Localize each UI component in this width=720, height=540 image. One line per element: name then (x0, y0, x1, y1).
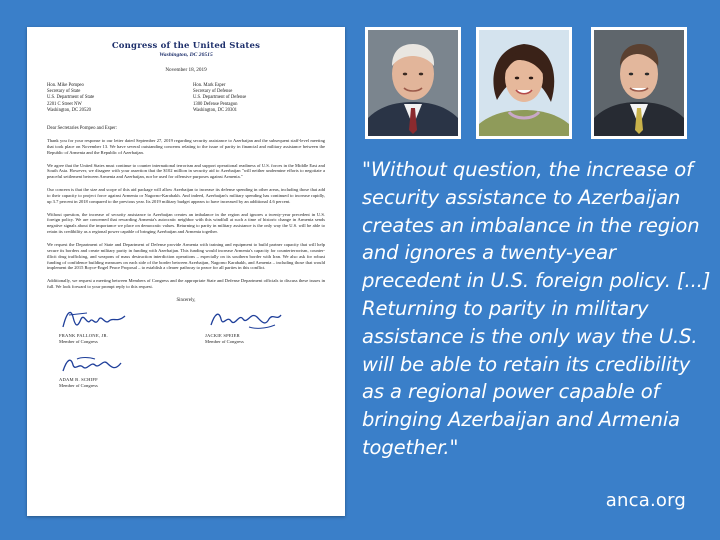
signature-schiff-icon (59, 353, 129, 377)
recipient-line: Washington, DC 20301 (193, 107, 238, 113)
recipient-state (47, 83, 175, 114)
recipient-line: Hon. Mark Esper (193, 83, 226, 88)
portrait-photo (591, 27, 687, 139)
closing: Sincerely, (176, 297, 196, 303)
recipient-line: Secretary of Defense (193, 89, 233, 95)
signatory-speier (205, 307, 285, 345)
portrait-man-icon (368, 30, 458, 136)
recipient-line: Washington, DC 20520 (47, 107, 92, 113)
signatory-name: FRANK PALLONE, JR. (59, 332, 109, 338)
signatory-title: Member of Congress (59, 338, 98, 344)
signature-pallone-icon (59, 307, 129, 333)
recipient-line: U.S. Department of State (47, 95, 95, 101)
portrait-photo (476, 27, 572, 139)
signatory-name: ADAM B. SCHIFF (59, 376, 98, 382)
salutation: Dear Secretaries Pompeo and Esper: (47, 126, 118, 132)
recipient-line: 1300 Defense Pentagon (193, 101, 238, 107)
letter-date: November 18, 2019 (165, 67, 207, 73)
recipient-line: Hon. Mike Pompeo (47, 83, 84, 88)
letter-paragraph: We agree that the United States must continue to counter international terrorism and support operational readiness of U.S. forces in the Middle East and South Asia. However, we disagree with your assertion that the $102 million in security aid to Azerbaijan "will neither undermine efforts to negotiate a peaceful settlement between Armenia and Azerbaijan, nor be used for offensive purposes against Armenia." (47, 162, 325, 180)
portrait-man-icon (594, 30, 684, 136)
letter-paragraph: Our concern is that the size and scope of this aid package will allow Azerbaijan to increase its defense spending in other areas, including those that add to their capacity to project force against Armenia or Nagorno-Karabakh. And indeed, Azerbaijan's military spending has continued to increase rapidly, up 3.7 percent in 2018 compared to the previous year. Its 2019 military budget appears to have increased by an additional 4.6 percent. (47, 187, 325, 204)
letter-paragraph: Thank you for your response to our letter dated September 27, 2019 regarding security assistance to Azerbaijan and the subsequent staff-level meeting that took place on November 13. We have several outstanding concerns relating to the issue of parity in financial and military assistance between the Republic of Armenia and the Republic of Azerbaijan. (47, 138, 325, 155)
signature-speier-icon (205, 307, 285, 333)
signature-block (47, 307, 325, 397)
recipient-line: U.S. Department of Defense (193, 95, 247, 101)
recipient-defense (193, 83, 311, 114)
pull-quote: "Without question, the increase of security assistance to Azerbaijan creates an imbalance in the region and ignores a twenty-year precedent in U.S. foreign policy. [...] Returning to parity in military assistance is the only way the U.S. will be able to retain its credibility as a regional power capable of bringing Azerbaijan and Armenia together." (362, 158, 711, 459)
site-url: anca.org (605, 490, 686, 511)
congressional-letter (27, 27, 345, 516)
letter-paragraph: Additionally, we request a meeting between Members of Congress and the appropriate State and Defense Department officials to discuss these issues in full. We look forward to your prompt reply to this request. (47, 278, 325, 290)
letterhead-title: Congress of the United States (111, 41, 261, 51)
recipient-line: 2201 C Street NW (47, 101, 82, 107)
recipients (47, 83, 325, 114)
recipient-line: Secretary of State (47, 89, 81, 95)
portrait-woman-icon (479, 30, 569, 136)
letterhead-location: Washington, DC 20515 (159, 52, 213, 58)
letter-paragraph: We request the Department of State and Department of Defense provide Armenia with training and equipment to build partner capacity that will help secure its borders and create military parity in funding with Azerbaijan. This funding would increase Armenia's capacity for counterterrorism, counter-illicit drug trafficking, and weapons of mass destruction interdiction operations – especially on its southern border with Iran. We also ask for robust funding of confidence building measures on each side of the border between Azerbaijan, Nagorno Karabakh, and Armenia – including those that would implement the 2015 Royce-Engel Peace Proposal – to establish a clearer pathway to peace for all parties in this conflict. (47, 241, 325, 271)
signatory-name: JACKIE SPEIER (205, 332, 240, 338)
signatory-pallone (59, 307, 129, 345)
portrait-photo (365, 27, 461, 139)
letter-paragraph: Without question, the increase of security assistance to Azerbaijan creates an imbalance in the region and ignores a twenty-year precedent in U.S. foreign policy. We are concerned that rewarding Armenia's autocratic neighbor with this windfall at such a time of historic change in Armenia sends negative signals about the importance we place on democratic values. Returning to parity in military assistance is the only way the U.S. will be able to retain its credibility as a regional power capable of bringing Azerbaijan and Armenia together. (47, 211, 325, 235)
signatory-schiff (59, 353, 129, 389)
signatory-title: Member of Congress (205, 338, 244, 344)
signatory-title: Member of Congress (59, 382, 98, 388)
